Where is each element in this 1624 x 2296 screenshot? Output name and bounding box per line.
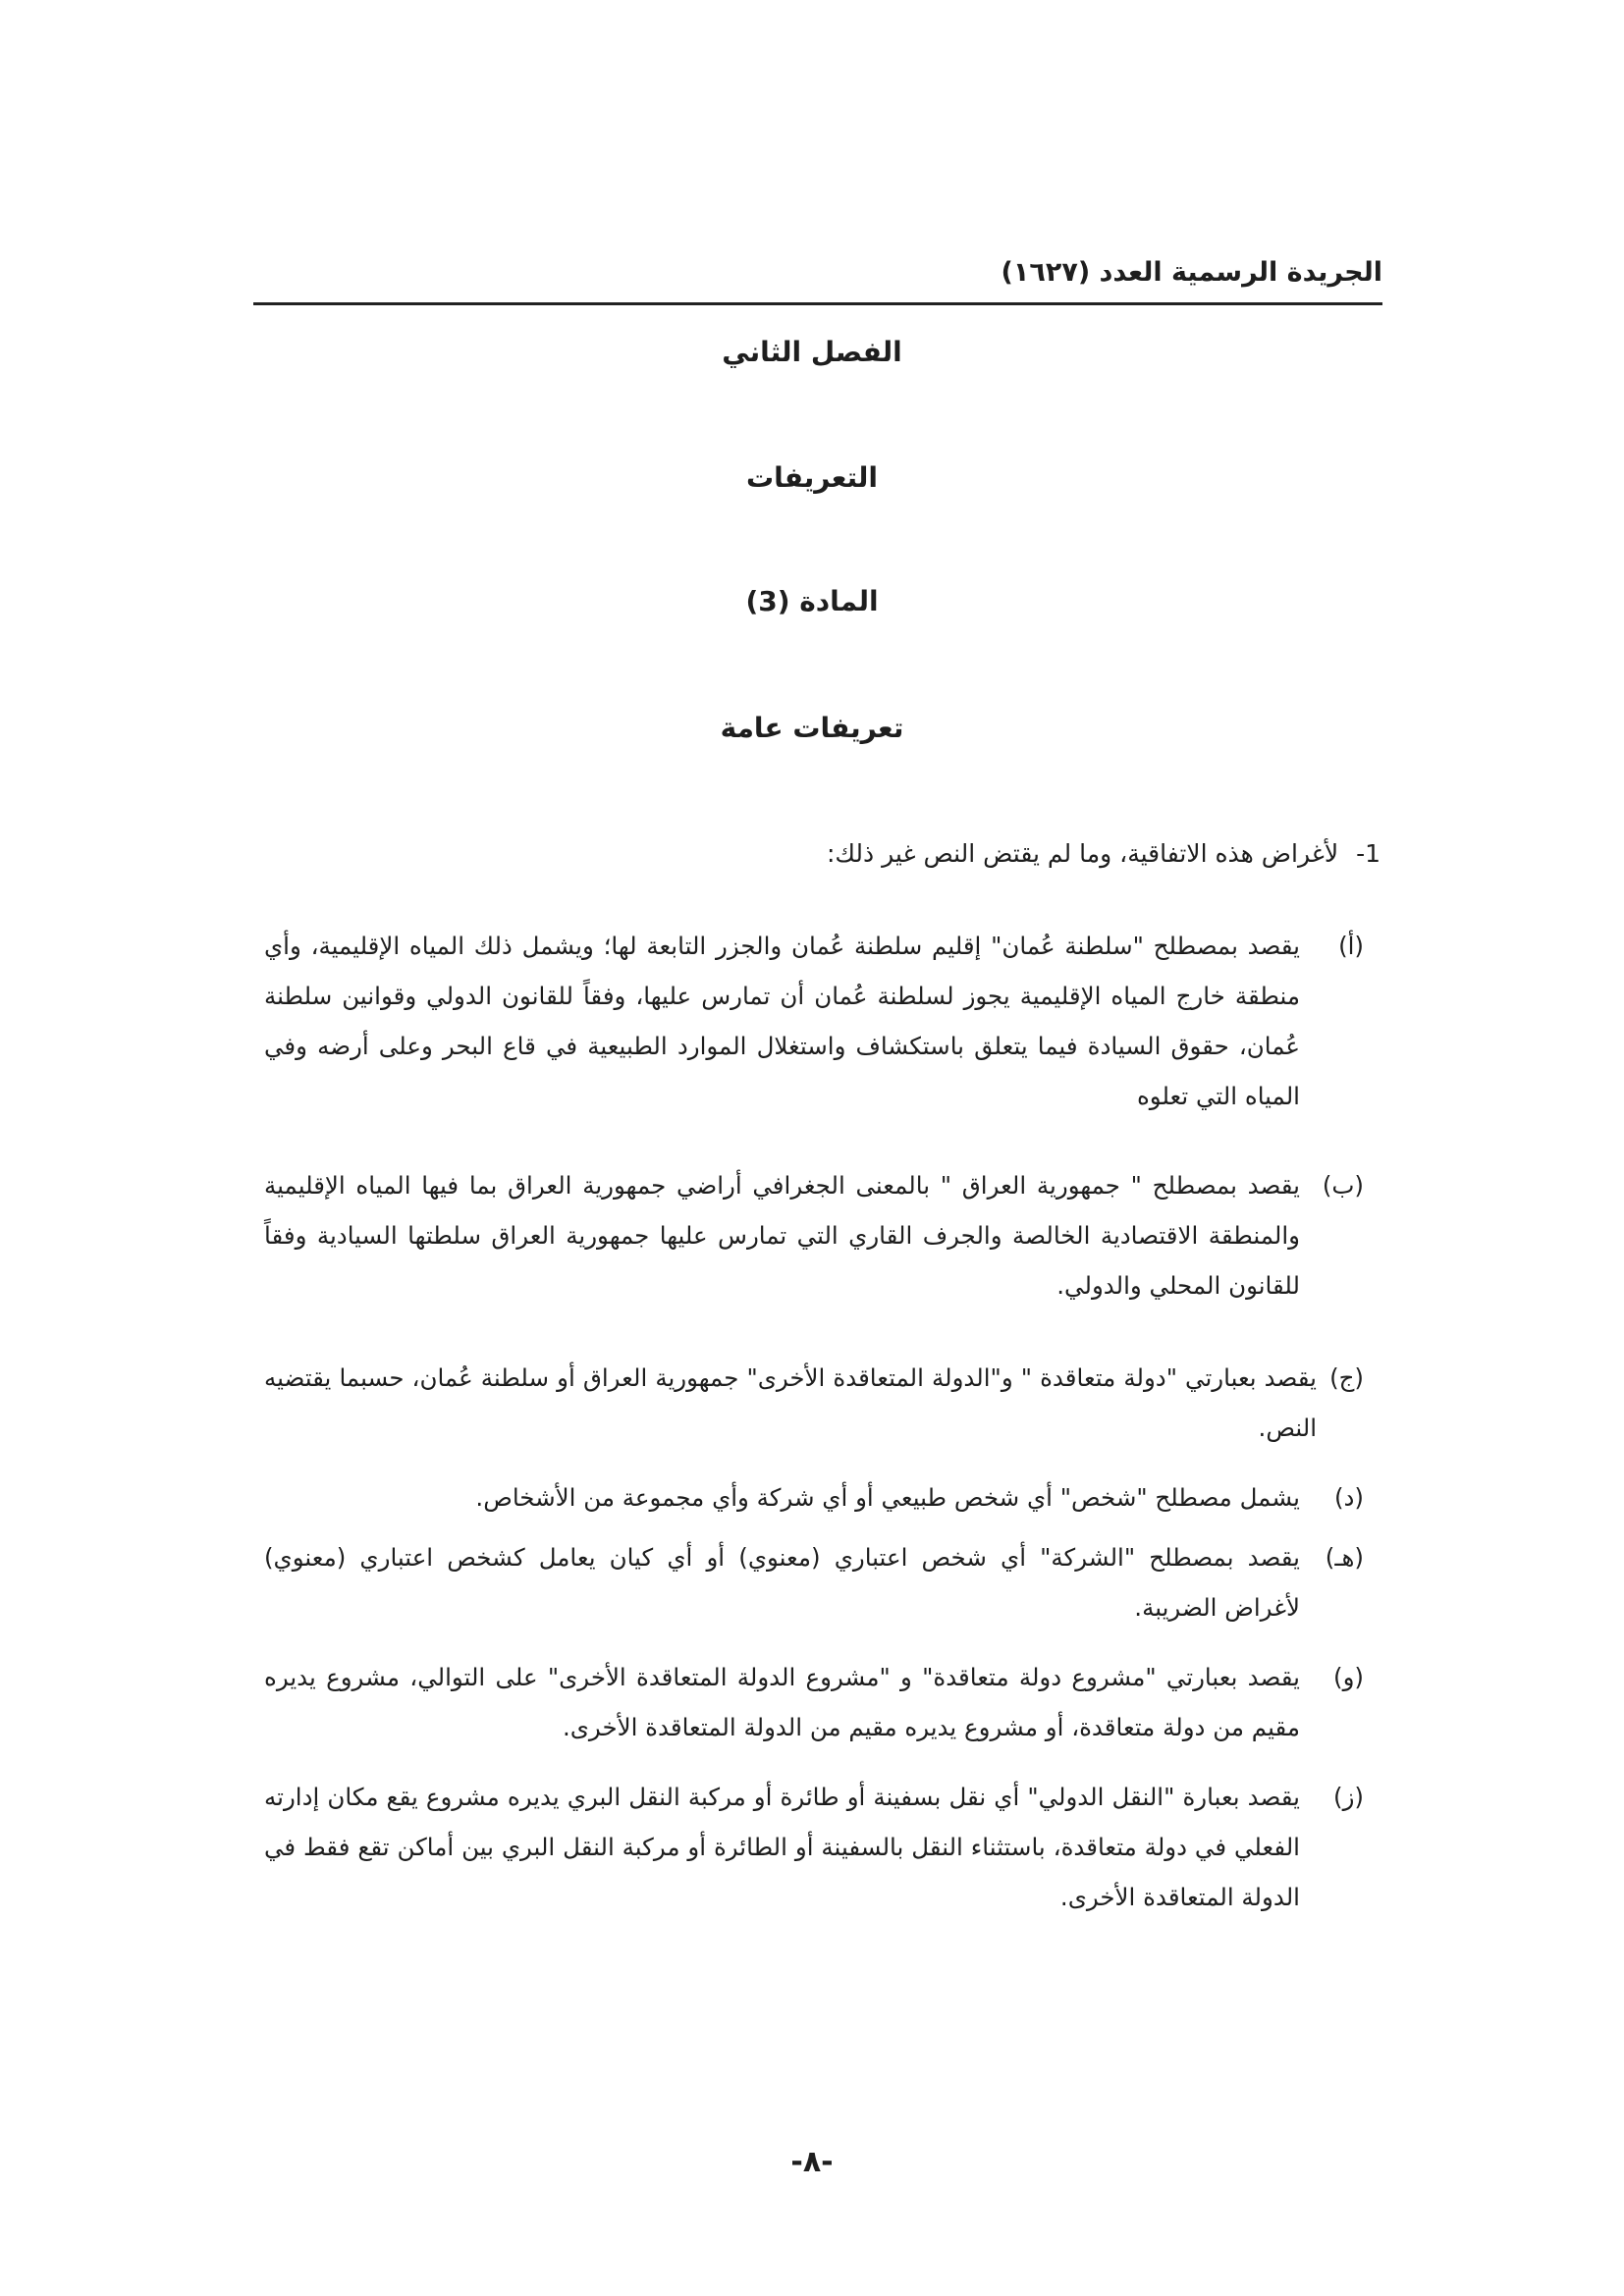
- item-text: يقصد بعبارة "النقل الدولي" أي نقل بسفينة أو طائرة أو مركبة النقل البري يديره مشروع يقع مكان إدارته الفعلي في دولة متعاقدة، باستثناء النقل بالسفينة أو الطائرة أو مركبة النقل البري بين أماكن تقع فقط في الدولة المتعاقدة الأخرى.: [264, 1783, 1300, 1911]
- subsection-heading: تعريفات عامة: [720, 712, 904, 744]
- definition-item: [264, 1772, 1364, 1922]
- chapter-heading: الفصل الثاني: [722, 336, 902, 368]
- item-text: يشمل مصطلح "شخص" أي شخص طبيعي أو أي شركة وأي مجموعة من الأشخاص.: [475, 1483, 1300, 1512]
- intro-text: لأغراض هذه الاتفاقية، وما لم يقتض النص غير ذلك:: [826, 839, 1339, 868]
- paragraph-number: 1-: [1356, 839, 1380, 868]
- item-letter: (ج): [1329, 1363, 1364, 1392]
- gazette-header-title: الجريدة الرسمية العدد (١٦٢٧): [1001, 257, 1382, 288]
- definition-item: [264, 1160, 1364, 1310]
- article-heading: المادة (3): [745, 585, 879, 617]
- section-heading: التعريفات: [745, 461, 879, 494]
- item-letter: (د): [1333, 1483, 1364, 1512]
- definition-item: [264, 1532, 1364, 1632]
- definition-item: [264, 921, 1364, 1121]
- item-text: يقصد بعبارتي "دولة متعاقدة " و"الدولة المتعاقدة الأخرى" جمهورية العراق أو سلطنة عُمان، حسبما يقتضيه النص.: [264, 1363, 1317, 1442]
- item-letter: (هـ): [1325, 1543, 1364, 1572]
- definition-item: [264, 1472, 1364, 1522]
- page-number: -٨-: [790, 2145, 834, 2179]
- definition-item: [264, 1652, 1364, 1752]
- intro-paragraph: [827, 839, 1380, 868]
- item-letter: (و): [1333, 1663, 1364, 1691]
- item-letter: (ب): [1322, 1171, 1364, 1200]
- page-header: [253, 257, 1382, 305]
- item-letter: (ز): [1333, 1783, 1364, 1811]
- item-letter: (أ): [1338, 932, 1364, 960]
- item-text: يقصد بمصطلح "سلطنة عُمان" إقليم سلطنة عُمان والجزر التابعة لها؛ ويشمل ذلك المياه الإقليمية، وأي منطقة خارج المياه الإقليمية يجوز لسلطنة عُمان أن تمارس عليها، وفقاً للقانون الدولي وقوانين سلطنة عُمان، حقوق السيادة فيما يتعلق باستكشاف واستغلال الموارد الطبيعية في قاع البحر وعلى أرضه وفي المياه التي تعلوه: [264, 932, 1300, 1110]
- item-text: يقصد بمصطلح " جمهورية العراق " بالمعنى الجغرافي أراضي جمهورية العراق بما فيها المياه الإقليمية والمنطقة الاقتصادية الخالصة والجرف القاري التي تمارس عليها جمهورية العراق سلطتها السيادية وفقاً للقانون المحلي والدولي.: [264, 1171, 1300, 1300]
- item-text: يقصد بعبارتي "مشروع دولة متعاقدة" و "مشروع الدولة المتعاقدة الأخرى" على التوالي، مشروع يديره مقيم من دولة متعاقدة، أو مشروع يديره مقيم من الدولة المتعاقدة الأخرى.: [264, 1663, 1300, 1741]
- item-text: يقصد بمصطلح "الشركة" أي شخص اعتباري (معنوي) أو أي كيان يعامل كشخص اعتباري (معنوي) لأغراض الضريبة.: [264, 1543, 1300, 1622]
- definition-item: [264, 1353, 1364, 1453]
